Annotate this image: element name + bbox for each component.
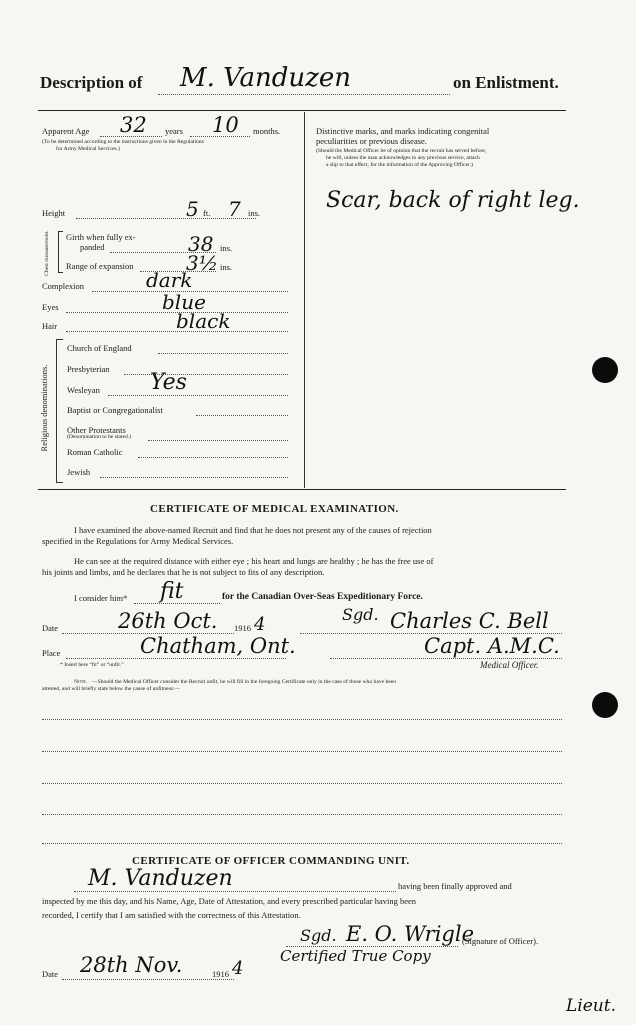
medical-para2-line2: his joints and limbs, and he declares that he is not subject to fits of any description. (42, 567, 325, 577)
hair-label: Hair (42, 321, 58, 331)
religion-baptist: Baptist or Congregationalist (67, 405, 163, 415)
unfit-line-2 (42, 751, 562, 752)
age-note-2: for Army Medical Services.) (56, 146, 120, 152)
commanding-name-line (74, 891, 396, 892)
commanding-name: M. Vanduzen (88, 866, 233, 891)
medical-para1-line2: specified in the Regulations for Army Medical Services. (42, 536, 234, 546)
religion-line-2 (124, 374, 288, 375)
religion-presbyterian: Presbyterian (67, 364, 110, 374)
commanding-year-print: 1916 (212, 969, 229, 979)
age-months-value: 10 (212, 113, 239, 137)
medical-year-hand: 4 (254, 614, 266, 635)
religion-other-note: (Denomination to be stated.) (67, 434, 132, 440)
religion-church-of-england: Church of England (67, 343, 132, 353)
marks-note-3: a slip to that effect, for the information of the Approving Officer.) (326, 162, 473, 168)
medical-place-value: Chatham, Ont. (140, 634, 296, 658)
expansion-unit: ins. (220, 262, 233, 272)
religion-roman-catholic: Roman Catholic (67, 447, 123, 457)
religion-other-protestants: Other Protestants (67, 425, 126, 435)
medical-signed-prefix: Sgd. (342, 605, 379, 624)
medical-note-label: Note. (74, 679, 88, 685)
chest-brace (58, 231, 63, 273)
girth-unit: ins. (220, 243, 233, 253)
header-rule (38, 110, 566, 111)
girth-label-2: panded (80, 242, 105, 252)
medical-date-label: Date (42, 623, 59, 633)
marks-heading-2: peculiarities or previous disease. (316, 136, 427, 146)
religion-line-6 (138, 457, 288, 458)
commanding-certified: Certified True Copy (280, 947, 431, 965)
marks-note-2: he will, unless the man acknowledges to any previous service, attach (326, 155, 480, 161)
unfit-line-3 (42, 783, 562, 784)
religion-line-4 (196, 415, 288, 416)
commanding-date-value: 28th Nov. (80, 953, 183, 977)
commanding-signed-prefix: Sgd. (300, 926, 337, 945)
height-ft-label: ft. (203, 208, 211, 218)
consider-value: fit (160, 579, 184, 604)
height-in-value: 7 (228, 197, 241, 221)
medical-note-line1: —Should the Medical Officer consider the Recruit unfit, he will fill in the foregoing Certificate only in the case of those who have been (92, 679, 397, 685)
height-ft-value: 5 (186, 197, 199, 221)
medical-footnote: * Insert here “fit” or “unfit.” (60, 662, 124, 668)
mid-rule (38, 489, 566, 490)
age-note-1: (To be determined according to the instructions given in the Regulations (42, 139, 204, 145)
header-name-line (158, 94, 450, 95)
commanding-signature: E. O. Wrigle (346, 922, 474, 946)
medical-note-line2: attested, and will briefly state below the cause of unfitness:— (42, 686, 180, 692)
commanding-title: CERTIFICATE OF OFFICER COMMANDING UNIT. (132, 855, 410, 867)
medical-year-print: 1916 (234, 623, 251, 633)
medical-title: CERTIFICATE OF MEDICAL EXAMINATION. (150, 503, 399, 515)
punch-hole-bottom (592, 692, 618, 718)
religion-bracket (56, 339, 63, 483)
religion-side-label: Religious denominations. (39, 364, 49, 452)
girth-label-1: Girth when fully ex- (66, 232, 136, 242)
punch-hole-top (592, 357, 618, 383)
medical-date-value: 26th Oct. (118, 609, 218, 633)
medical-officer-label: Medical Officer. (480, 660, 539, 670)
age-years-value: 32 (120, 113, 147, 137)
chest-side-label: Chest measurement. (43, 230, 50, 276)
height-in-label: ins. (248, 208, 261, 218)
age-label: Apparent Age (42, 126, 90, 136)
commanding-line1-post: having been finally approved and (398, 881, 512, 891)
header-title-right: on Enlistment. (453, 73, 559, 92)
expansion-label: Range of expansion (66, 261, 134, 271)
medical-signature: Charles C. Bell (390, 609, 549, 633)
column-divider (304, 112, 305, 488)
header-name: M. Vanduzen (180, 63, 352, 93)
medical-rank-line (330, 658, 562, 659)
commanding-bottom-note: Lieut. (566, 996, 616, 1016)
commanding-sig-label: (Signature of Officer). (462, 936, 539, 946)
religion-line-7 (100, 477, 288, 478)
height-label: Height (42, 208, 66, 218)
medical-para2-line1: He can see at the required distance with either eye ; his heart and lungs are healthy ; he has the free use of (74, 556, 434, 566)
religion-wesleyan-mark: Yes (150, 370, 187, 395)
unfit-line-4 (42, 814, 562, 815)
religion-line-1 (158, 353, 288, 354)
eyes-label: Eyes (42, 302, 59, 312)
marks-value: Scar, back of right leg. (326, 188, 580, 213)
commanding-line2: inspected by me this day, and his Name, Age, Date of Attestation, and every prescribed particular having been (42, 896, 417, 906)
unfit-line-1 (42, 719, 562, 720)
expansion-value: 3½ (186, 251, 219, 275)
complexion-label: Complexion (42, 281, 85, 291)
marks-heading-1: Distinctive marks, and marks indicating congenital (316, 126, 490, 136)
medical-rank: Capt. A.M.C. (424, 634, 560, 658)
consider-post: for the Canadian Over-Seas Expeditionary Force. (222, 592, 423, 602)
hair-value: black (176, 309, 231, 333)
commanding-date-line (62, 979, 234, 980)
medical-para1-line1: I have examined the above-named Recruit and find that he does not present any of the causes of rejection (74, 525, 432, 535)
marks-note-1: (Should the Medical Officer be of opinion that the recruit has served before, (316, 148, 487, 154)
commanding-year-hand: 4 (232, 958, 244, 979)
religion-wesleyan: Wesleyan (67, 385, 100, 395)
age-years-label: years (165, 126, 183, 136)
age-months-label: months. (253, 126, 281, 136)
religion-line-3 (108, 395, 288, 396)
medical-place-label: Place (42, 648, 61, 658)
girth-value: 38 (188, 232, 214, 256)
unfit-line-5 (42, 843, 562, 844)
commanding-line3: recorded, I certify that I am satisfied with the correctness of this Attestation. (42, 910, 301, 920)
religion-line-5 (148, 440, 288, 441)
eyes-value: blue (162, 290, 206, 314)
consider-pre: I consider him* (74, 593, 128, 603)
medical-place-line (66, 658, 286, 659)
header-title-left: Description of (40, 73, 143, 92)
complexion-value: dark (146, 268, 193, 292)
commanding-date-label: Date (42, 969, 59, 979)
religion-jewish: Jewish (67, 467, 91, 477)
